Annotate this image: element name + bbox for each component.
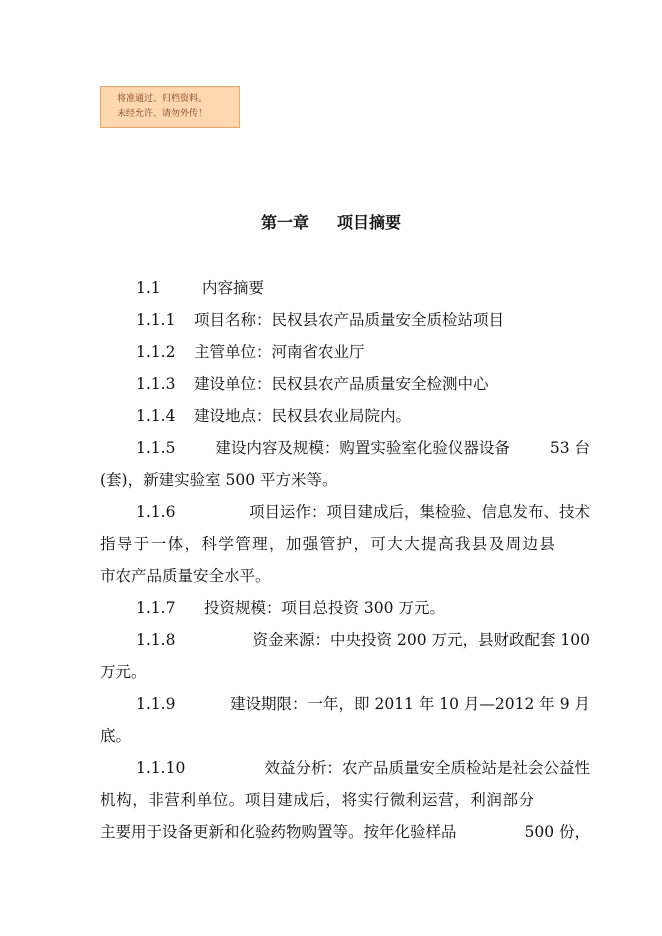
item-text: 资金来源：中央投资 200 万元，县财政配套 100: [252, 631, 590, 649]
item-1-1-8-cont: 万元。: [100, 663, 147, 681]
item-1-1-10-cont1: [100, 784, 590, 816]
item-number: 1.1.3: [136, 375, 176, 393]
item-1-1-5-cont: (套)，新建实验室 500 平方米等。: [100, 471, 338, 489]
item-1-1-9-cont: 底。: [100, 727, 132, 745]
item-1-1-5: [136, 432, 590, 464]
item-number: 1.1.7: [136, 599, 176, 617]
item-text-end: 53 台: [549, 439, 590, 457]
item-text-cont: 指导于一体，科学管理，加强管护，可大大提高我县及周边县: [100, 535, 557, 553]
item-text-end: 500 份，: [524, 823, 590, 841]
item-text: 项目运作：项目建成后，集检验、信息发布、技术: [248, 503, 590, 521]
item-number: 1.1.6: [136, 503, 176, 521]
stamp-line-1: 将准通过、归档资料。: [117, 94, 208, 104]
item-text: 建设期限：一年，即 2011 年 10 月—2012 年 9 月: [230, 695, 590, 713]
item-1-1-10-cont2: [100, 816, 590, 848]
item-text: 建设地点：民权县农业局院内。: [194, 407, 412, 425]
item-text: 投资规模：项目总投资 300 万元。: [204, 599, 445, 617]
section-title: 内容摘要: [202, 279, 265, 297]
chapter-name: 项目摘要: [337, 213, 402, 232]
stamp-line-2: 未经允许、请勿外传！: [117, 109, 208, 119]
item-1-1-9: [136, 688, 590, 720]
item-number: 1.1.10: [136, 759, 186, 777]
item-1-1-10: [136, 752, 590, 784]
item-text: 主管单位：河南省农业厅: [194, 343, 365, 361]
approval-stamp: [100, 86, 240, 128]
item-1-1-1: [136, 304, 504, 336]
item-number: 1.1.5: [136, 439, 176, 457]
section-number: 1.1: [136, 279, 161, 297]
item-text: 项目名称：民权县农产品质量安全质检站项目: [194, 311, 505, 329]
section-heading: [136, 272, 264, 304]
item-text: 效益分析：农产品质量安全质检站是社会公益性: [264, 759, 590, 777]
item-1-1-6-cont1: [100, 528, 590, 560]
item-number: 1.1.8: [136, 631, 176, 649]
chapter-number: 第一章: [260, 213, 309, 232]
item-text: 建设内容及规模：购置实验室化验仪器设备: [215, 439, 510, 457]
item-number: 1.1.1: [136, 311, 176, 329]
item-number: 1.1.9: [136, 695, 176, 713]
item-1-1-3: [136, 368, 489, 400]
item-1-1-6: [136, 496, 590, 528]
item-text: 建设单位：民权县农产品质量安全检测中心: [194, 375, 489, 393]
item-number: 1.1.4: [136, 407, 176, 425]
item-1-1-6-cont2: 市农产品质量安全水平。: [100, 567, 271, 585]
item-1-1-8: [136, 624, 590, 656]
item-1-1-2: [136, 336, 365, 368]
chapter-title: [0, 210, 662, 233]
item-text-cont: 主要用于设备更新和化验药物购置等。按年化验样品: [100, 823, 457, 841]
item-1-1-4: [136, 400, 411, 432]
item-text-cont: 机构，非营利单位。项目建成后，将实行微利运营，利润部分: [100, 791, 535, 809]
item-1-1-7: [136, 592, 445, 624]
item-number: 1.1.2: [136, 343, 176, 361]
